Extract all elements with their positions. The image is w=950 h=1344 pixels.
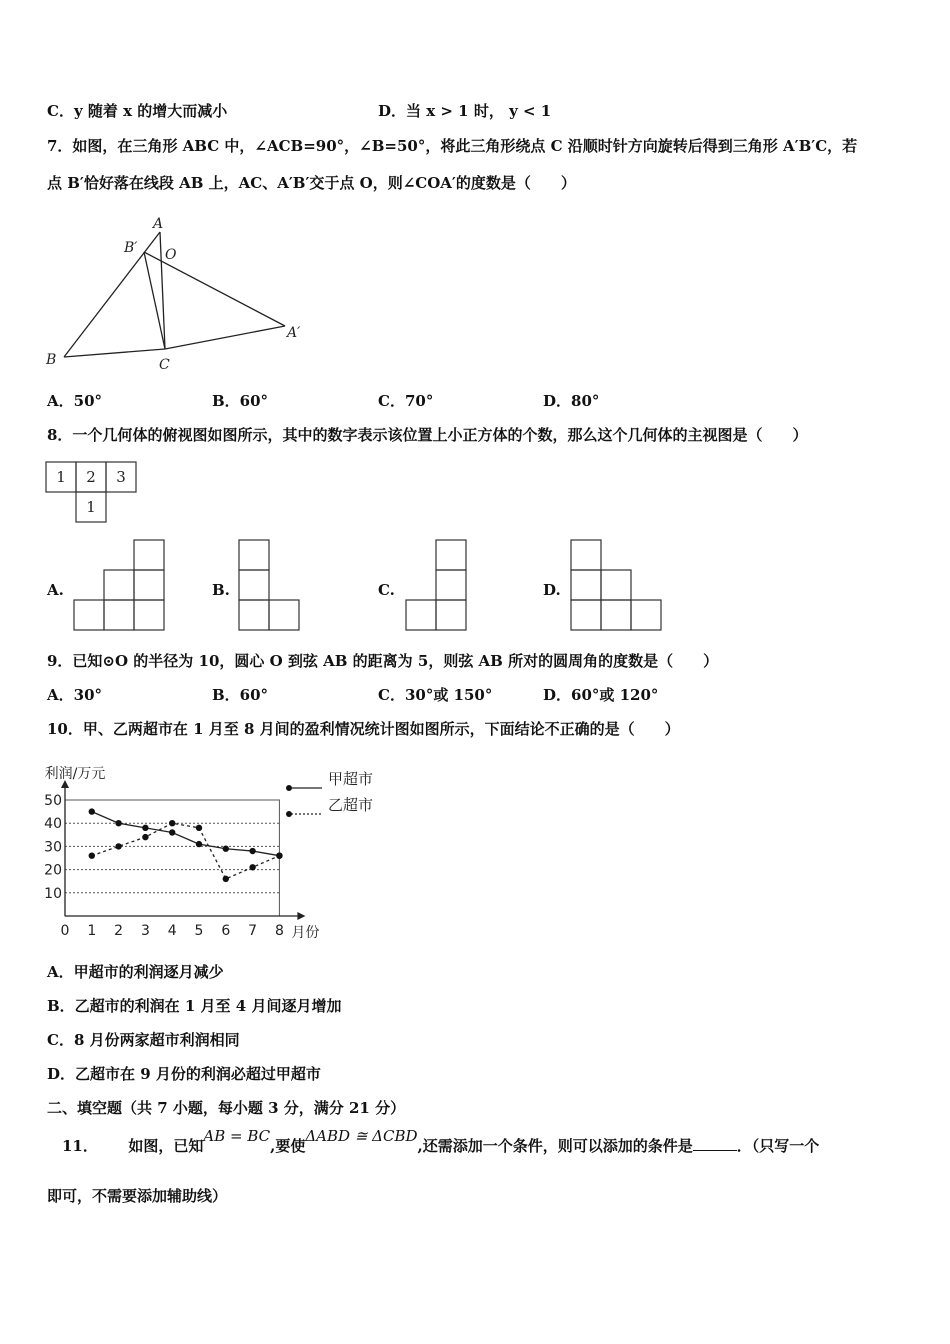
grid-cell-2: 2 (86, 468, 96, 486)
q9-option-d: D．60°或 120° (543, 686, 659, 704)
q10-option-b: B．乙超市的利润在 1 月至 4 月间逐月增加 (47, 997, 342, 1015)
grid-cell-4: 1 (86, 498, 96, 516)
q7-option-b: B．60° (212, 392, 269, 410)
label-o: O (165, 247, 177, 263)
q7-option-d: D．80° (543, 392, 600, 410)
x-axis-arrow (297, 912, 305, 920)
q8-option-d-view (569, 538, 665, 632)
q10-option-c: C．8 月份两家超市利润相同 (47, 1031, 240, 1049)
q7-option-c: C．70° (378, 392, 434, 410)
q8-option-c-view (404, 538, 470, 632)
q9-option-b: B．60° (212, 686, 269, 704)
q9-stem: 9．已知⊙O 的半径为 10，圆心 O 到弦 AB 的距离为 5，则弦 AB 所对的圆周角的度数是（ ） (47, 652, 719, 670)
q8-option-b-view (237, 538, 303, 632)
q10-profit-line-chart (40, 756, 390, 942)
q9-option-c: C．30°或 150° (378, 686, 493, 704)
q6-option-d: D．当 x > 1 时， y < 1 (378, 102, 552, 120)
label-a: A (153, 216, 164, 232)
x-tick-label: 7 (248, 923, 258, 939)
data-point (89, 852, 95, 858)
data-point (142, 834, 148, 840)
q8-option-a-view (72, 538, 168, 632)
q8-top-view-grid (44, 460, 140, 526)
data-point (223, 876, 229, 882)
data-point (142, 825, 148, 831)
q10-stem: 10．甲、乙两超市在 1 月至 8 月间的盈利情况统计图如图所示，下面结论不正确的是（ ） (47, 720, 680, 738)
q8-option-c-label: C. (378, 581, 395, 599)
data-point (89, 808, 95, 814)
legend-label: 乙超市 (328, 796, 374, 814)
x-tick-label: 3 (140, 923, 150, 939)
q11-line1 (62, 1127, 820, 1156)
data-point (169, 820, 175, 826)
answer-blank[interactable] (693, 1136, 737, 1151)
data-point (276, 852, 282, 858)
x-tick-label: 6 (221, 923, 231, 939)
label-a-prime: A′ (287, 325, 301, 341)
x-tick-label: 2 (114, 923, 124, 939)
segment-bc (64, 349, 165, 357)
y-tick-label: 30 (44, 839, 62, 856)
data-point (115, 820, 121, 826)
x-tick-label: 1 (87, 923, 97, 939)
plot-frame (65, 800, 279, 916)
q7-option-a: A．50° (47, 392, 103, 410)
y-tick-label: 40 (44, 816, 62, 833)
q11-text-1: 如图，已知 (128, 1137, 204, 1155)
data-point (115, 843, 121, 849)
q8-option-b-label: B. (212, 581, 230, 599)
x-tick-label: 0 (60, 923, 70, 939)
y-tick-label: 10 (44, 885, 62, 902)
q11-text-2: ,要使 (270, 1137, 306, 1155)
data-point (196, 841, 202, 847)
y-tick-label: 50 (44, 793, 62, 809)
section-heading: 二、填空题（共 7 小题，每小题 3 分，满分 21 分） (47, 1099, 406, 1117)
q7-triangle-figure (40, 212, 310, 377)
data-point (249, 864, 255, 870)
label-b: B (46, 352, 57, 368)
data-point (196, 825, 202, 831)
q11-text-3: ,还需添加一个条件，则可以添加的条件是 (417, 1137, 693, 1155)
grid-cell-1: 1 (56, 468, 66, 486)
x-axis-label: 月份 (291, 925, 320, 941)
y-axis-label: 利润/万元 (44, 766, 106, 782)
q8-stem: 8．一个几何体的俯视图如图所示，其中的数字表示该位置上小正方体的个数，那么这个几何体的主视图是（ ） (47, 426, 808, 444)
segment-cap (165, 326, 285, 349)
data-point (249, 848, 255, 854)
legend-label: 甲超市 (328, 770, 374, 788)
q11-text-4: ．（只写一个 (736, 1137, 820, 1155)
q9-option-a: A．30° (47, 686, 103, 704)
data-point (169, 829, 175, 835)
segment-ab (64, 232, 160, 357)
q11-math-2: ΔABD ≅ ΔCBD (305, 1127, 418, 1145)
grid-cell-3: 3 (116, 468, 126, 486)
q10-option-a: A．甲超市的利润逐月减少 (47, 963, 224, 981)
q7-stem-line1: 7．如图，在三角形 ABC 中，∠ACB=90°，∠B=50°，将此三角形绕点 C 沿顺时针方向旋转后得到三角形 A′B′C，若 (47, 137, 858, 155)
label-b-prime: B′ (124, 240, 138, 256)
q8-option-a-label: A. (47, 581, 64, 599)
x-tick-label: 4 (167, 923, 177, 939)
y-tick-label: 20 (44, 862, 62, 879)
q11-math-1: AB = BC (203, 1127, 271, 1145)
q6-option-c: C．y 随着 x 的增大而减小 (47, 102, 228, 120)
x-tick-label: 5 (194, 923, 204, 939)
segment-bpap (144, 252, 285, 326)
q11-line2: 即可，不需要添加辅助线） (47, 1187, 228, 1205)
q8-option-d-label: D. (543, 581, 561, 599)
q10-option-d: D．乙超市在 9 月份的利润必超过甲超市 (47, 1065, 321, 1083)
label-c: C (159, 357, 170, 373)
x-tick-label: 8 (274, 923, 284, 939)
q11-number: 11． (62, 1137, 98, 1155)
data-point (223, 846, 229, 852)
q7-stem-line2: 点 B′恰好落在线段 AB 上，AC、A′B′交于点 O，则∠COA′的度数是（ ） (47, 174, 576, 192)
